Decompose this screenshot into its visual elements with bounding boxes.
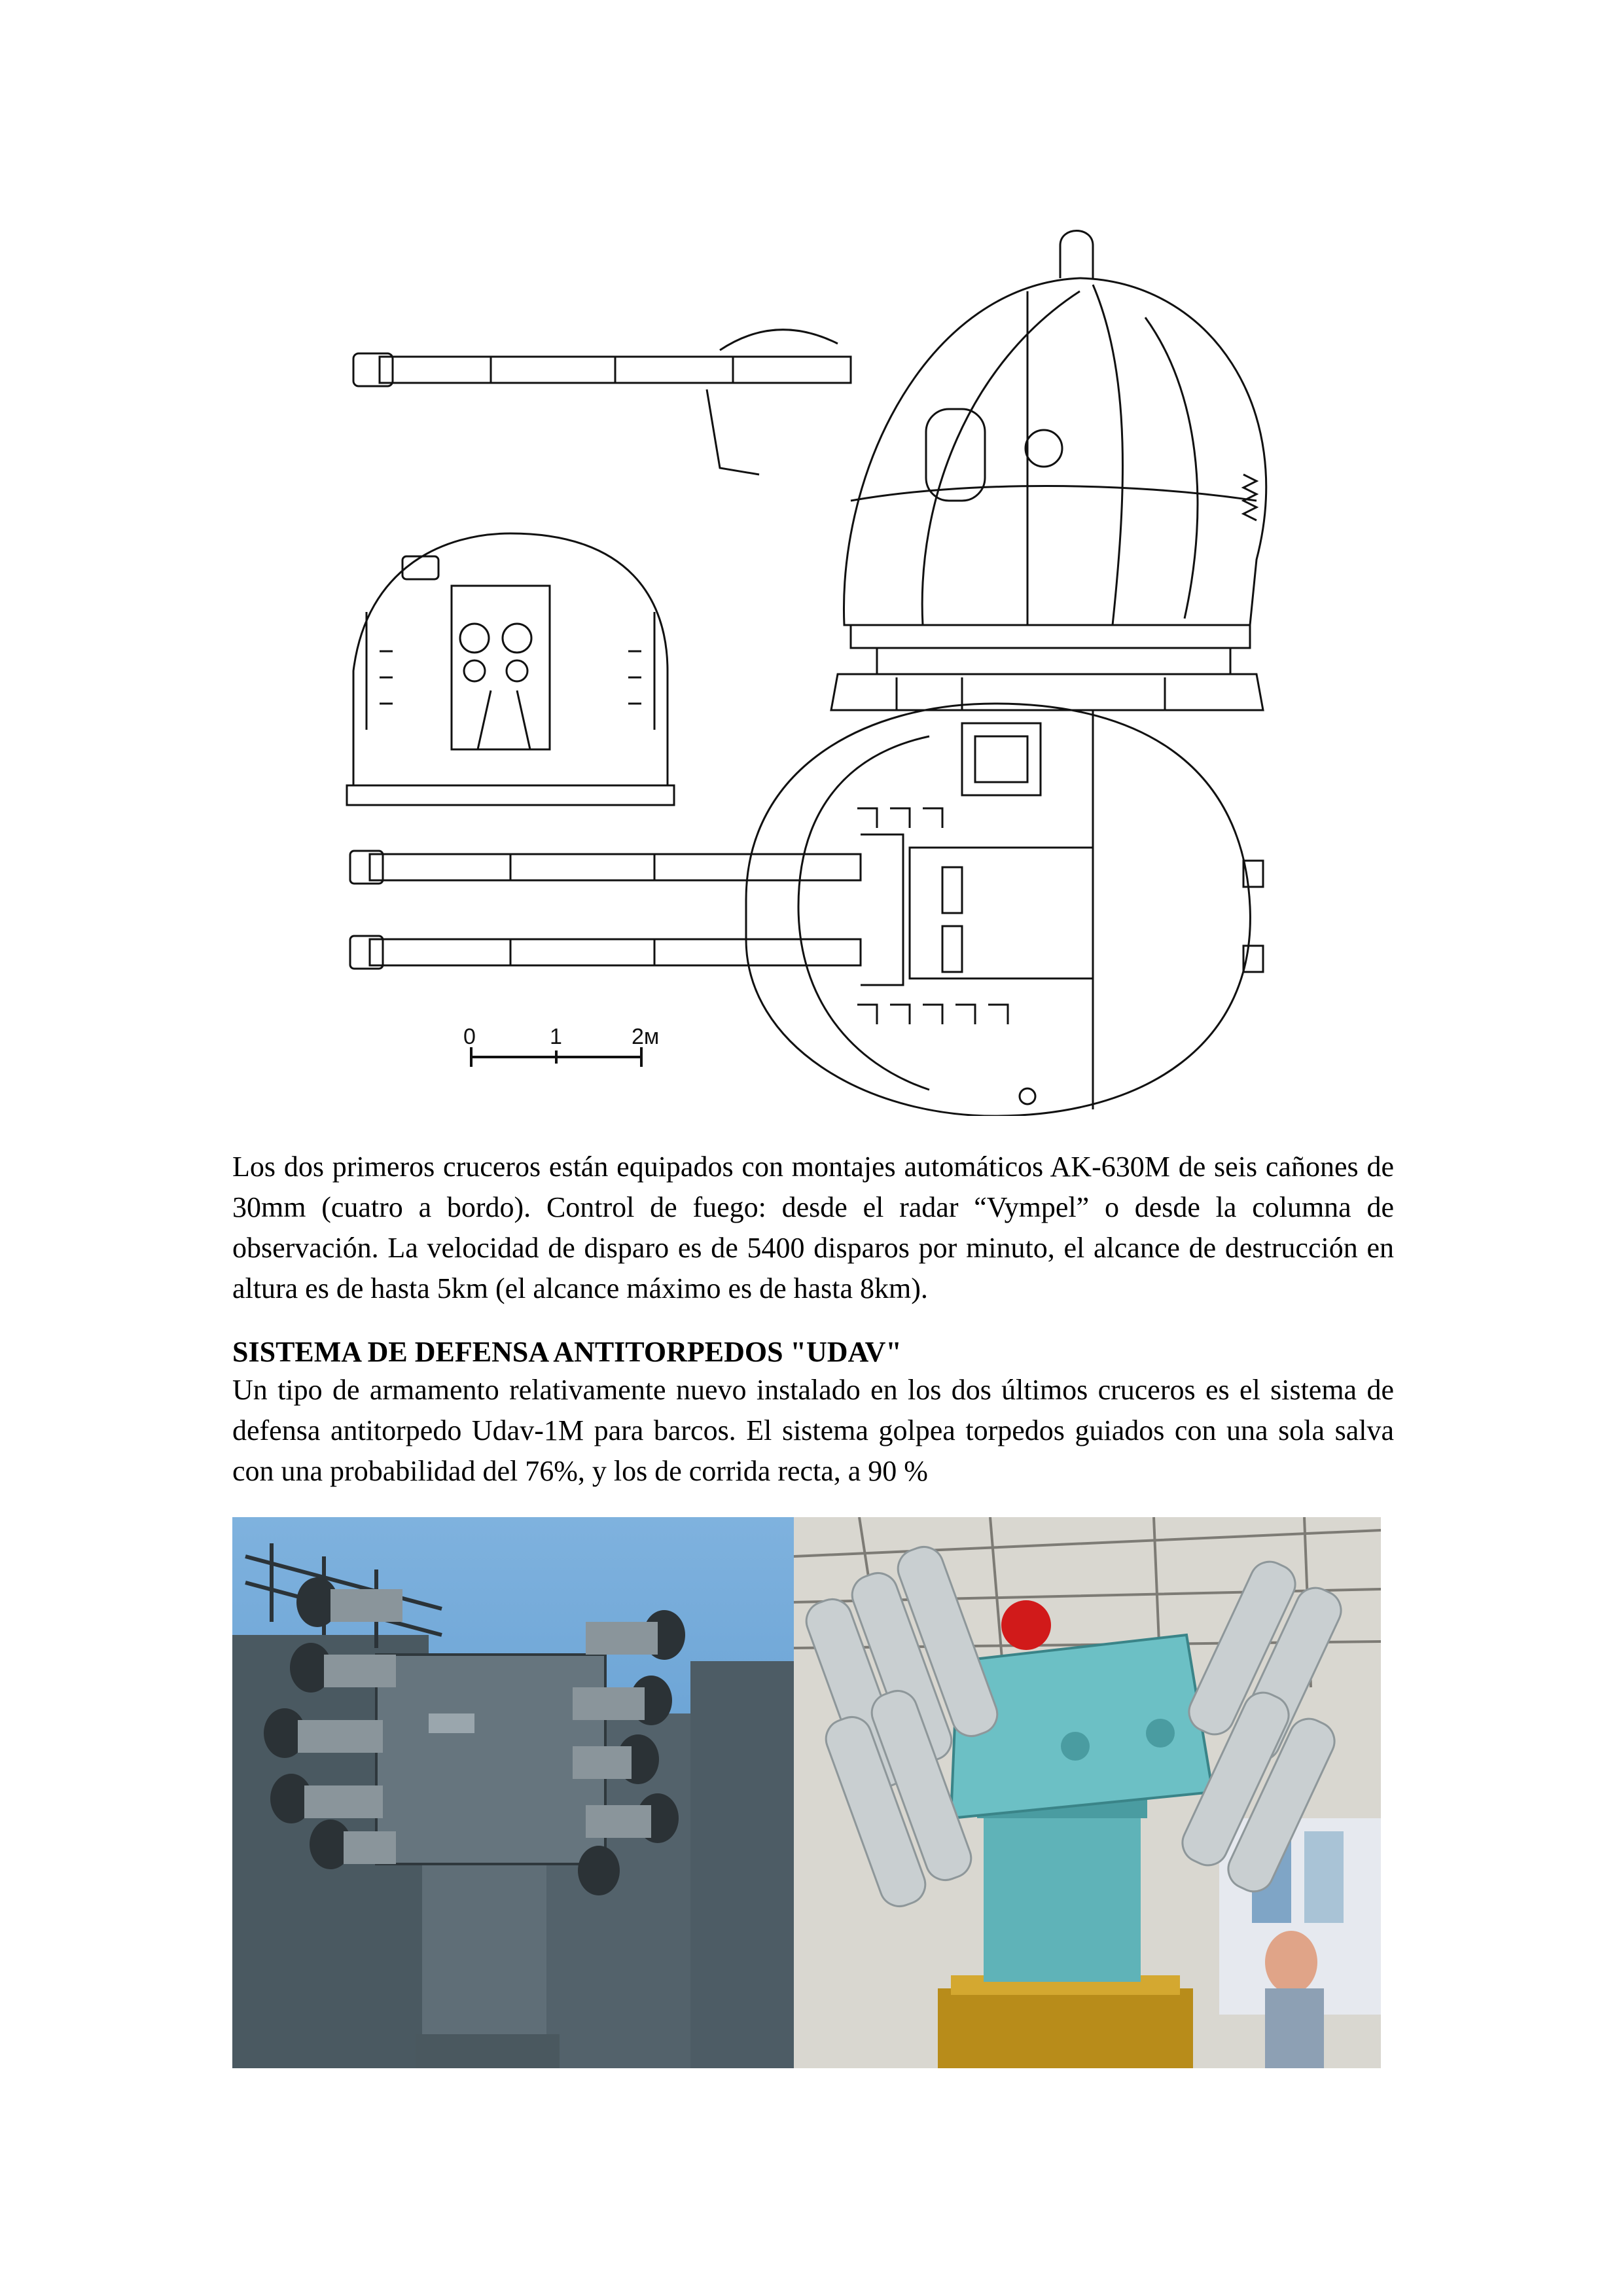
ak630m-technical-drawing xyxy=(340,193,1270,1116)
udav-ship-photo xyxy=(232,1517,794,2068)
section-heading-udav: SISTEMA DE DEFENSA ANTITORPEDOS "UDAV" xyxy=(232,1336,902,1368)
udav-model-photo xyxy=(794,1517,1381,2068)
scale-bar xyxy=(471,1047,641,1067)
top-view xyxy=(350,704,1263,1116)
scale-tick-0: 0 xyxy=(463,1024,476,1049)
side-view xyxy=(353,231,1266,711)
paragraph-ak630m: Los dos primeros cruceros están equipados con montajes automáticos AK-630M de seis cañones de 30mm (cuatro a bordo). Control de fuego: desde el radar “Vympel” o desde la columna de observación. La velocidad de disparo es de 5400 disparos por minuto, el alcance de destrucción en altura es de hasta 5km (el alcance máximo es de hasta 8km). xyxy=(232,1151,1394,1304)
scale-tick-1: 1 xyxy=(550,1024,562,1049)
paragraph-udav: Un tipo de armamento relativamente nuevo instalado en los dos últimos cruceros es el sistema de defensa antitorpedo Udav-1M para barcos. El sistema golpea torpedos guiados con una sola salva con una probabilidad del 76%, y los de corrida recta, a 90 % xyxy=(232,1374,1394,1487)
scale-bar-labels xyxy=(463,1024,659,1049)
front-view xyxy=(347,533,674,805)
scale-tick-2: 2м xyxy=(632,1024,660,1049)
